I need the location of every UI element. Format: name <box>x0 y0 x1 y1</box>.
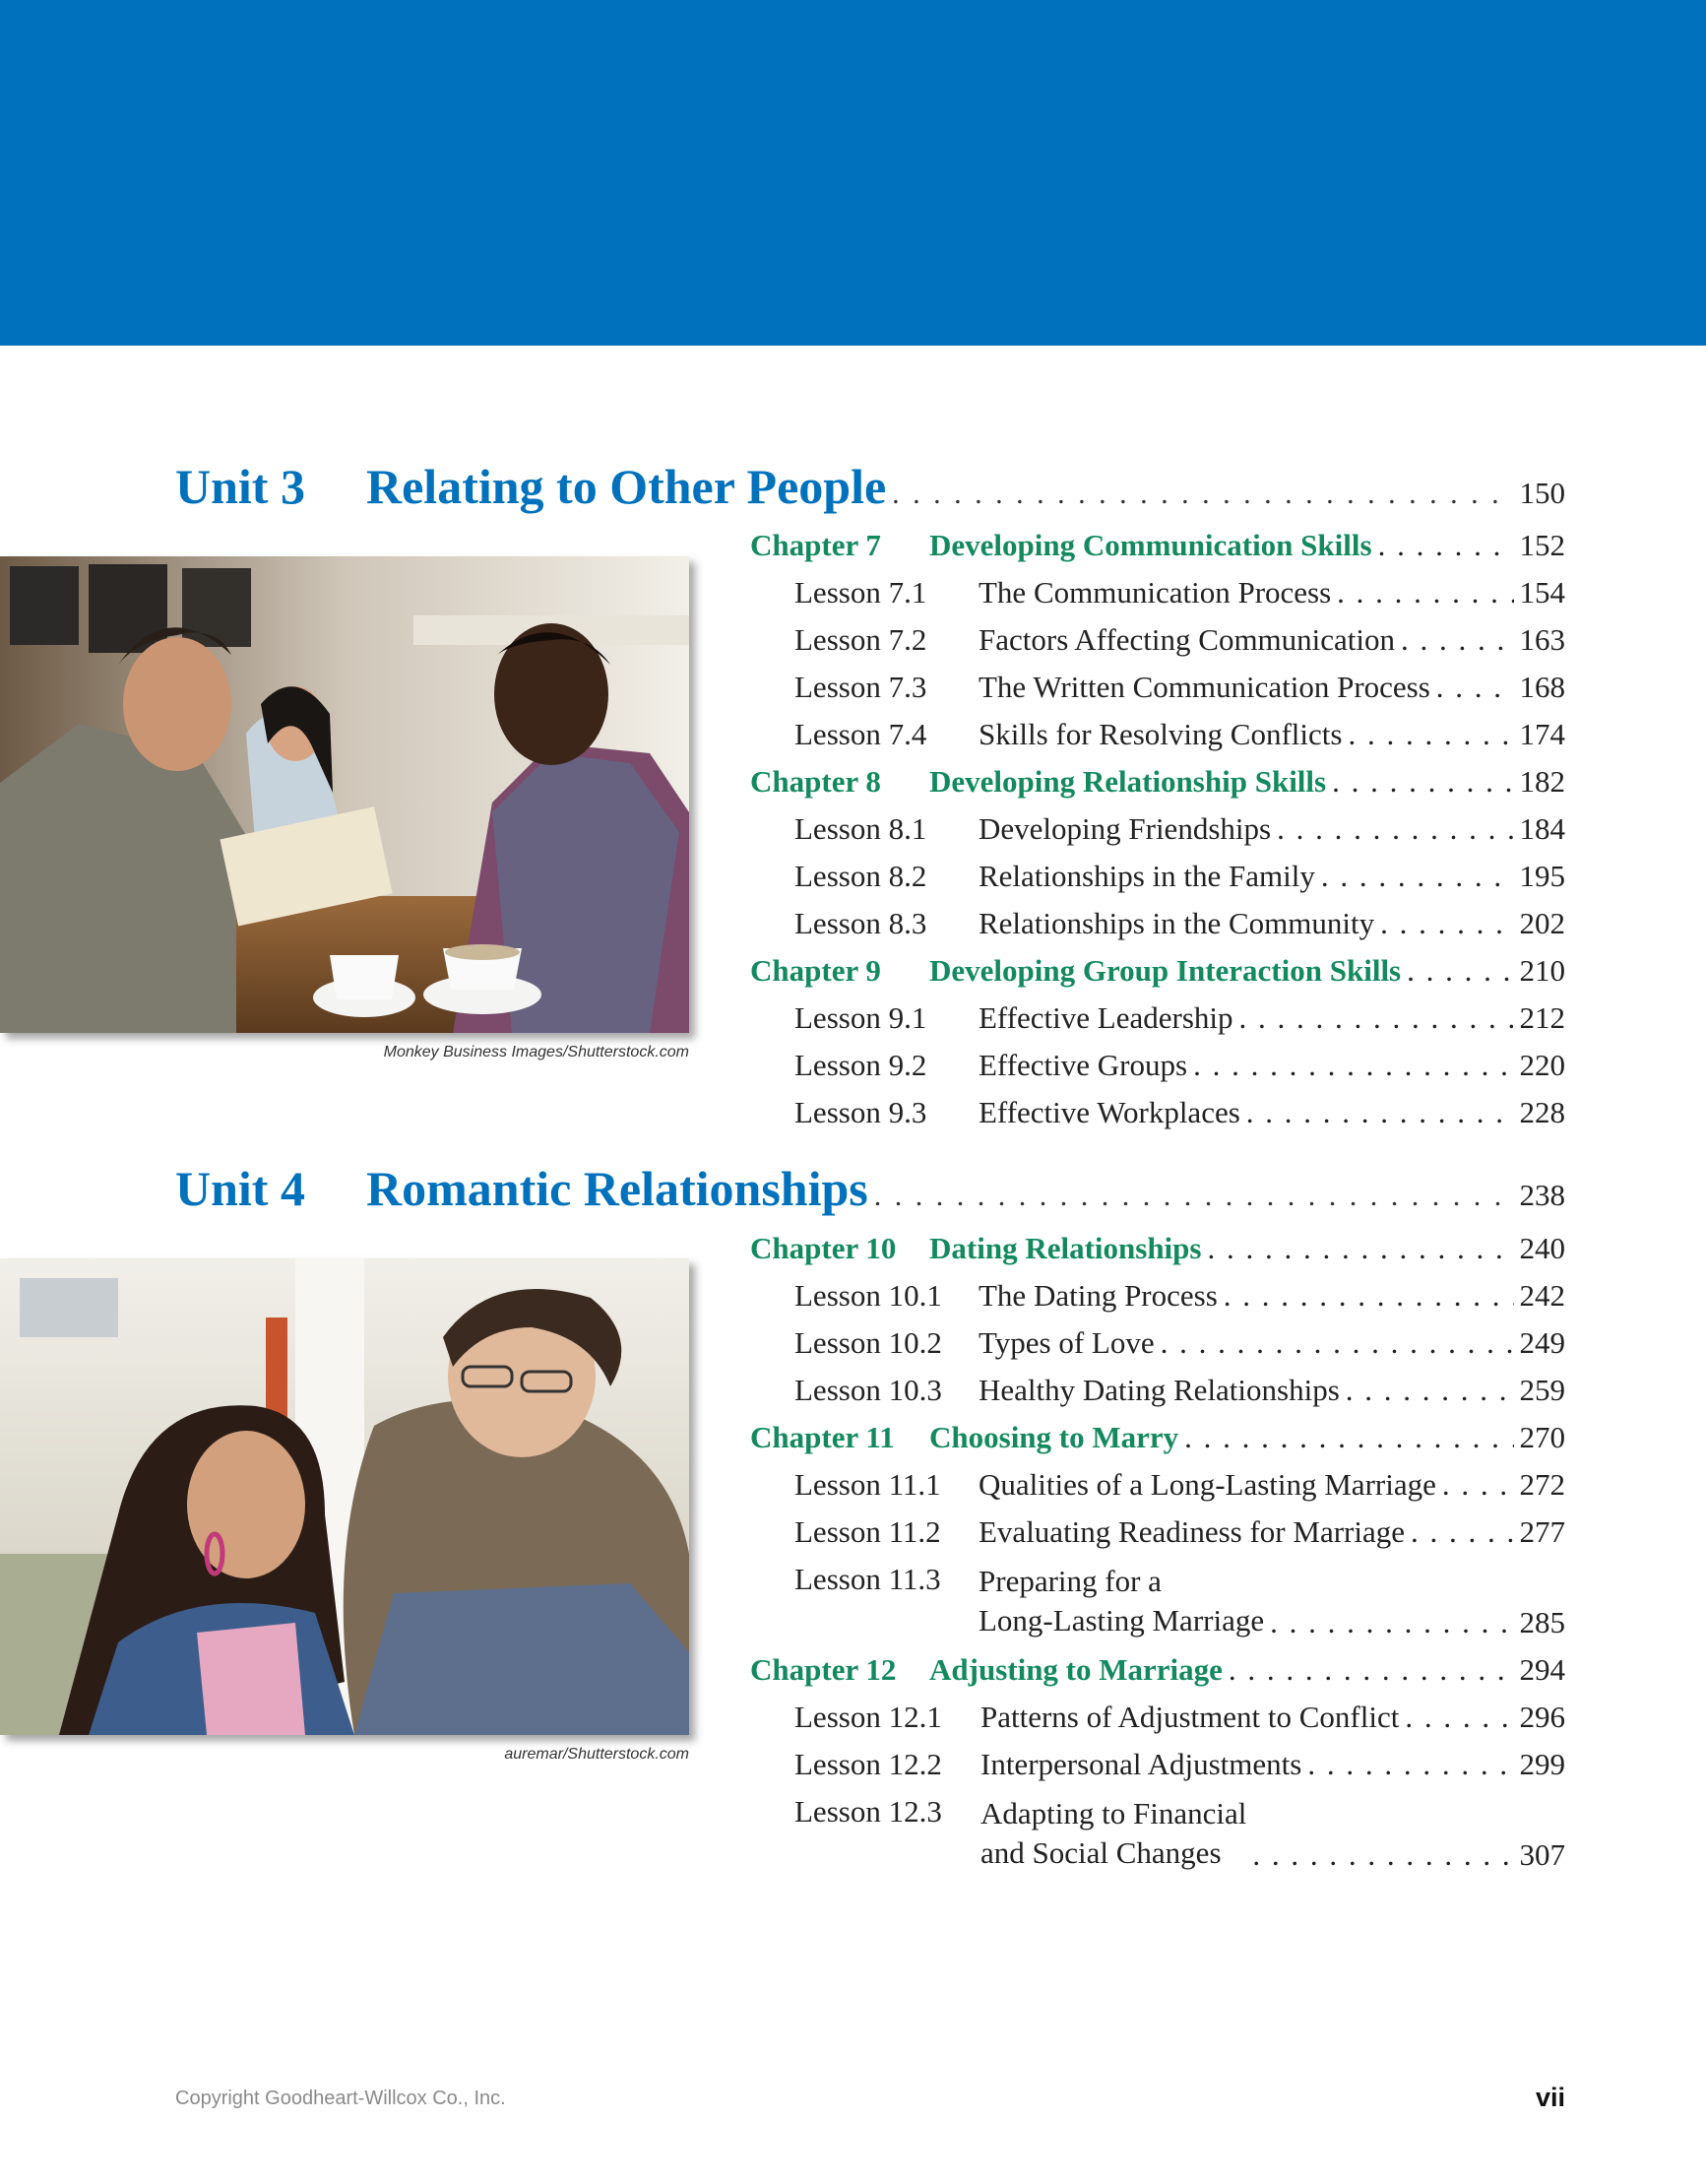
dot-leader <box>1207 1231 1513 1266</box>
page-number: 212 <box>1519 1000 1565 1035</box>
lesson-title: Patterns of Adjustment to Conflict <box>980 1700 1400 1734</box>
page-number: 182 <box>1519 764 1565 799</box>
lesson-title: The Dating Process <box>979 1278 1218 1313</box>
photo-credit: auremar/Shutterstock.com <box>504 1746 689 1763</box>
lesson-row[interactable] <box>750 1562 1565 1644</box>
page-number: 259 <box>1519 1373 1565 1407</box>
dot-leader <box>1252 1837 1513 1873</box>
page-number: 154 <box>1519 575 1565 610</box>
dot-leader <box>1442 1467 1514 1503</box>
lesson-title: Effective Leadership <box>979 1000 1233 1035</box>
lesson-row[interactable] <box>750 1048 1565 1095</box>
dot-leader <box>1348 717 1513 752</box>
lesson-title: Healthy Dating Relationships <box>979 1373 1340 1407</box>
lesson-title: Developing Friendships <box>979 811 1272 846</box>
unit-4-contents <box>750 1231 1565 1885</box>
page-number: 163 <box>1519 622 1565 657</box>
lesson-row[interactable] <box>750 859 1565 906</box>
dot-leader <box>1407 953 1513 989</box>
unit-heading[interactable] <box>175 1160 1565 1217</box>
lesson-number: Lesson 10.2 <box>794 1325 942 1360</box>
dot-leader <box>1321 859 1514 894</box>
page-number: 220 <box>1519 1048 1565 1082</box>
chapter-row[interactable] <box>750 953 1565 1000</box>
lesson-number: Lesson 12.1 <box>794 1700 942 1734</box>
lesson-number: Lesson 7.4 <box>794 717 927 751</box>
lesson-number: Lesson 8.2 <box>794 859 927 893</box>
dot-leader <box>1436 670 1514 705</box>
chapter-row[interactable] <box>750 764 1565 811</box>
chapter-row[interactable] <box>750 1231 1565 1278</box>
lesson-title-line-1: Preparing for a <box>979 1564 1162 1598</box>
unit-number: Unit 3 <box>175 459 305 514</box>
page-number: 270 <box>1519 1420 1565 1454</box>
unit-photo-cafe-conversation <box>0 556 689 1033</box>
lesson-title <box>980 1794 1246 1873</box>
dot-leader <box>1380 906 1513 941</box>
lesson-number: Lesson 9.1 <box>794 1000 927 1035</box>
lesson-title: The Written Communication Process <box>979 670 1430 704</box>
lesson-title: Types of Love <box>979 1325 1155 1360</box>
page-number: 202 <box>1519 906 1565 940</box>
chapter-number: Chapter 8 <box>750 764 881 799</box>
lesson-row[interactable] <box>750 1325 1565 1373</box>
lesson-number: Lesson 11.1 <box>794 1467 941 1502</box>
lesson-row[interactable] <box>750 1278 1565 1325</box>
dot-leader <box>1193 1048 1513 1083</box>
lesson-title: The Communication Process <box>979 575 1332 610</box>
chapter-number: Chapter 11 <box>750 1420 895 1454</box>
lesson-number: Lesson 9.3 <box>794 1095 927 1129</box>
lesson-title: Qualities of a Long-Lasting Marriage <box>979 1467 1436 1502</box>
lesson-row[interactable] <box>750 575 1565 622</box>
dot-leader <box>1378 528 1514 563</box>
lesson-title <box>979 1562 1264 1640</box>
page-number: 168 <box>1519 670 1565 704</box>
dot-leader <box>1346 1373 1514 1408</box>
unit-heading[interactable] <box>175 458 1565 515</box>
lesson-title: Effective Groups <box>979 1048 1188 1082</box>
chapter-title: Developing Communication Skills <box>929 528 1372 562</box>
dot-leader <box>1246 1095 1514 1130</box>
unit-3-contents <box>750 528 1565 1142</box>
page-number: 195 <box>1519 859 1565 893</box>
dot-leader <box>1270 1605 1513 1640</box>
lesson-row[interactable] <box>750 1747 1565 1794</box>
chapter-title: Developing Group Interaction Skills <box>929 953 1402 988</box>
dot-leader <box>1337 575 1513 610</box>
page-number: 240 <box>1519 1231 1565 1265</box>
lesson-title: Evaluating Readiness for Marriage <box>979 1514 1405 1549</box>
lesson-title-line-2: Long-Lasting Marriage <box>979 1603 1265 1638</box>
page-number: 184 <box>1519 811 1565 846</box>
dot-leader <box>1307 1747 1513 1782</box>
unit-number: Unit 4 <box>175 1161 305 1216</box>
lesson-number: Lesson 12.2 <box>794 1747 942 1781</box>
lesson-row[interactable] <box>750 670 1565 717</box>
page-number: 249 <box>1519 1325 1565 1360</box>
lesson-row[interactable] <box>750 811 1565 859</box>
chapter-number: Chapter 7 <box>750 528 881 562</box>
page-number: 242 <box>1519 1278 1565 1313</box>
chapter-number: Chapter 9 <box>750 953 881 988</box>
lesson-title: Relationships in the Family <box>979 859 1315 893</box>
photo-credit: Monkey Business Images/Shutterstock.com <box>383 1044 689 1060</box>
unit-page-number: 238 <box>1519 1178 1565 1212</box>
lesson-number: Lesson 10.3 <box>794 1373 942 1407</box>
lesson-row[interactable] <box>750 717 1565 764</box>
chapter-title: Adjusting to Marriage <box>929 1652 1223 1687</box>
lesson-number: Lesson 9.2 <box>794 1048 927 1082</box>
chapter-number: Chapter 12 <box>750 1652 897 1687</box>
dot-leader <box>1277 811 1513 847</box>
lesson-title: Factors Affecting Communication <box>979 622 1396 657</box>
dot-leader <box>1332 764 1513 800</box>
lesson-row[interactable] <box>750 1514 1565 1562</box>
header-banner <box>0 0 1706 346</box>
chapter-row[interactable] <box>750 1652 1565 1700</box>
lesson-row[interactable] <box>750 1373 1565 1420</box>
lesson-row[interactable] <box>750 1467 1565 1514</box>
page-number: 210 <box>1519 953 1565 988</box>
page-number: 152 <box>1519 528 1565 562</box>
lesson-number: Lesson 11.3 <box>794 1562 941 1596</box>
dot-leader <box>874 1180 1514 1213</box>
chapter-row[interactable] <box>750 528 1565 575</box>
unit-title: Romantic Relationships <box>366 1161 868 1216</box>
lesson-title-line-2: and Social Changes <box>980 1835 1222 1870</box>
dot-leader <box>1239 1000 1514 1036</box>
lesson-title: Skills for Resolving Conflicts <box>979 717 1343 751</box>
chapter-row[interactable] <box>750 1420 1565 1467</box>
lesson-title: Interpersonal Adjustments <box>980 1747 1302 1781</box>
page-number: 228 <box>1519 1095 1565 1129</box>
dot-leader <box>1161 1325 1514 1361</box>
page-number: 299 <box>1519 1747 1565 1781</box>
lesson-row[interactable] <box>750 906 1565 953</box>
dot-leader <box>1411 1514 1514 1550</box>
lesson-row[interactable] <box>750 1095 1565 1142</box>
lesson-title: Relationships in the Community <box>979 906 1375 940</box>
copyright-notice: Copyright Goodheart-Willcox Co., Inc. <box>175 2088 506 2109</box>
lesson-number: Lesson 8.3 <box>794 906 927 940</box>
lesson-number: Lesson 7.2 <box>794 622 927 657</box>
unit-title: Relating to Other People <box>366 459 887 514</box>
lesson-row[interactable] <box>750 622 1565 670</box>
lesson-number: Lesson 7.3 <box>794 670 927 704</box>
page-number: 296 <box>1519 1700 1565 1734</box>
lesson-number: Lesson 10.1 <box>794 1278 942 1313</box>
lesson-title-line-1: Adapting to Financial <box>980 1796 1247 1831</box>
page-number: 272 <box>1519 1467 1565 1502</box>
dot-leader <box>892 478 1513 511</box>
dot-leader <box>1405 1700 1513 1735</box>
folio-page-number: vii <box>1535 2083 1565 2112</box>
lesson-number: Lesson 12.3 <box>794 1794 942 1829</box>
unit-photo-couple <box>0 1258 689 1735</box>
lesson-row[interactable] <box>750 1000 1565 1048</box>
dot-leader <box>1229 1652 1514 1688</box>
dot-leader <box>1184 1420 1513 1455</box>
page-number: 277 <box>1519 1514 1565 1549</box>
chapter-number: Chapter 10 <box>750 1231 897 1265</box>
lesson-number: Lesson 11.2 <box>794 1514 941 1549</box>
lesson-title: Effective Workplaces <box>979 1095 1240 1129</box>
page-number: 307 <box>1519 1837 1565 1872</box>
chapter-title: Dating Relationships <box>929 1231 1202 1265</box>
dot-leader <box>1224 1278 1514 1314</box>
chapter-title: Developing Relationship Skills <box>929 764 1327 799</box>
chapter-title: Choosing to Marry <box>929 1420 1179 1454</box>
lesson-row[interactable] <box>750 1700 1565 1747</box>
lesson-row[interactable] <box>750 1794 1565 1877</box>
lesson-number: Lesson 8.1 <box>794 811 927 846</box>
page-number: 294 <box>1519 1652 1565 1687</box>
dot-leader <box>1401 622 1513 658</box>
lesson-number: Lesson 7.1 <box>794 575 927 610</box>
unit-page-number: 150 <box>1519 476 1565 510</box>
page-number: 285 <box>1519 1605 1565 1639</box>
page-number: 174 <box>1519 717 1565 751</box>
